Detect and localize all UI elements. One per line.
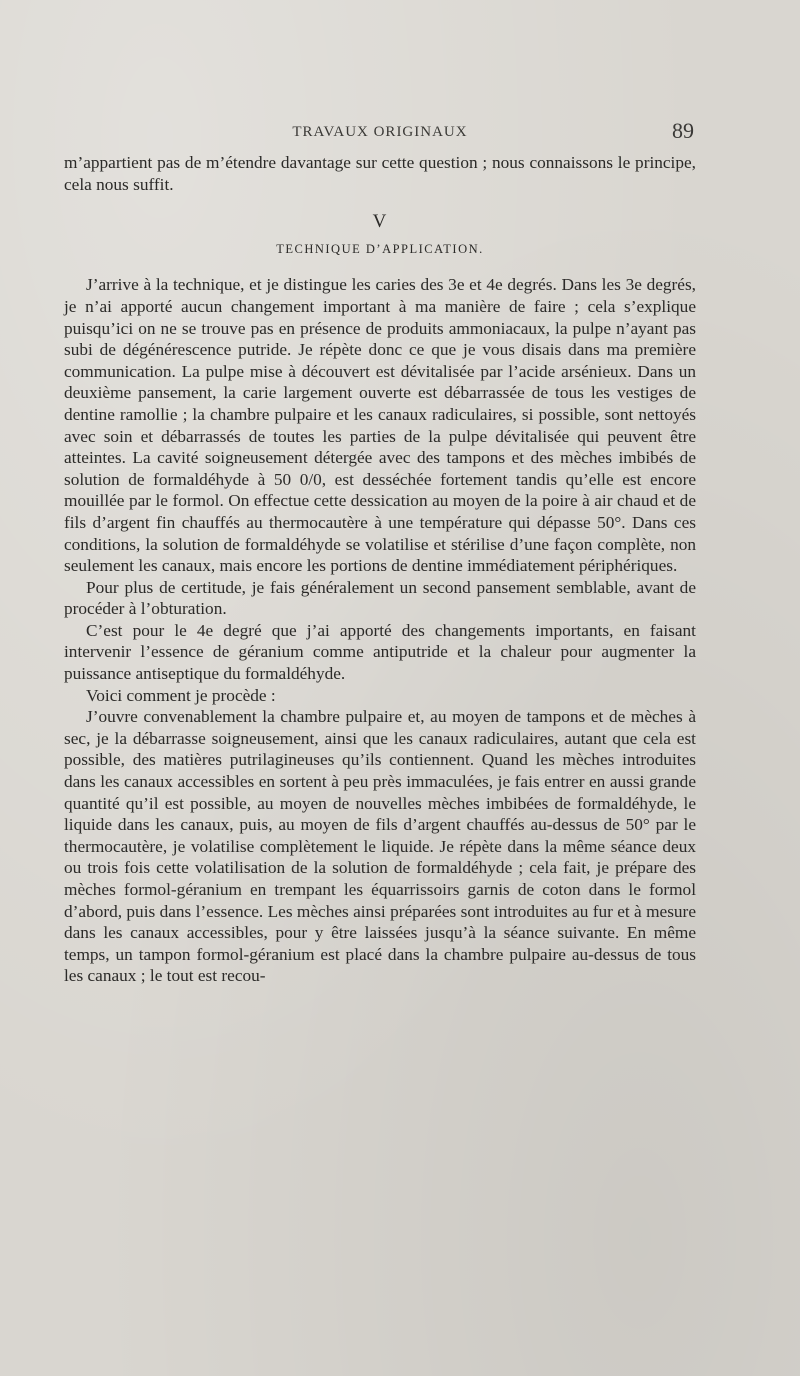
section-title-text: TECHNIQUE D’APPLICATION.: [276, 241, 484, 256]
paragraph-continuation: m’appartient pas de m’étendre davantage sur cette question ; nous connaissons le principe, cela nous suffit.: [64, 153, 696, 194]
page-number: 89: [672, 118, 694, 143]
section-number: V: [372, 211, 388, 233]
page-header: [64, 112, 696, 152]
body-text: [64, 152, 696, 987]
paragraph: J’ouvre convenablement la chambre pulpaire et, au moyen de tampons et de mèches à sec, je la débarrasse soigneusement, ainsi que les canaux radiculaires, autant que cela est possible, des matières putrilagineuses qu’ils contiennent. Quand les mèches introduites dans les canaux accessibles en sortent à peu près immaculées, je fais entrer en aussi grande quantité qu’il est possible, au moyen de nouvelles mèches imbibées de formaldéhyde, le liquide dans les canaux, puis, au moyen de fils d’argent chauffés au-dessus de 50° par le thermocautère, je volatilise complètement le liquide. Je répète dans la même séance deux ou trois fois cette volatilisation de la solution de formaldéhyde ; cela fait, je prépare des mèches formol-géranium en trempant les équarrissoirs garnis de coton dans le formol d’abord, puis dans l’essence. Les mèches ainsi préparées sont introduites au fur et à mesure dans les canaux accessibles, pour y être laissées jusqu’à la séance suivante. En même temps, un tampon formol-géranium est placé dans la chambre pulpaire au-dessus de tous les canaux ; le tout est recou-: [64, 707, 696, 986]
running-head: TRAVAUX ORIGINAUX: [292, 124, 468, 140]
paragraph: Voici comment je procède :: [86, 685, 276, 705]
paragraph: C’est pour le 4e degré que j’ai apporté des changements importants, en faisant intervenir l’essence de géranium comme antiputride et la chaleur pour augmenter la puissance antiseptique du formaldéhyde.: [64, 620, 696, 684]
paragraph: J’arrive à la technique, et je distingue les caries des 3e et 4e degrés. Dans les 3e degrés, je n’ai apporté aucun changement important à ma manière de faire ; cela s’explique puisqu’ici on ne se trouve pas en présence de produits ammoniacaux, la pulpe n’ayant pas subi de dégénérescence putride. Je répète donc ce que je vous disais dans ma première communication. La pulpe mise à découvert est dévitalisée par l’acide arsénieux. Dans un deuxième pansement, la carie largement ouverte est débarrassée de tous les vestiges de dentine ramollie ; la chambre pulpaire et les canaux radiculaires, si possible, sont nettoyés avec soin et débarrassés de toutes les parties de la pulpe dévitalisée qui peuvent être atteintes. La cavité soigneusement détergée avec des tampons et des mèches imbibés de solution de formaldéhyde à 50 0/0, est desséchée fortement tandis qu’elle est encore mouillée par le formol. On effectue cette dessication au moyen de la poire à air chaud et de fils d’argent fin chauffés au thermocautère à une température qui dépasse 50°. Dans ces conditions, la solution de formaldéhyde se volatilise et stérilise d’une façon complète, non seulement les canaux, mais encore les portions de dentine immédiatement périphériques.: [64, 275, 696, 576]
section-title: [64, 239, 696, 261]
paragraph: Pour plus de certitude, je fais généralement un second pansement semblable, avant de procéder à l’obturation.: [64, 577, 696, 619]
book-page: [64, 112, 696, 1312]
